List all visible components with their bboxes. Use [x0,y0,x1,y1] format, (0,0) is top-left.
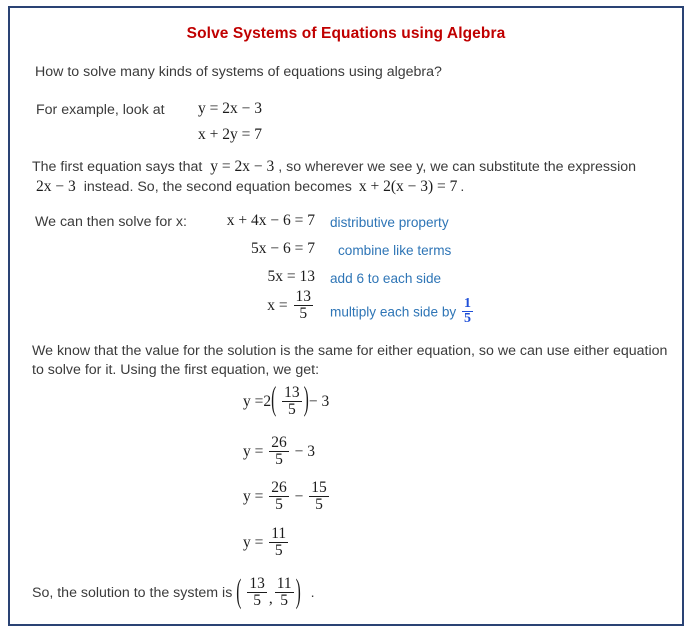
system-equation-1 [198,100,262,118]
substitution-math3: x + 2(x − 3) = 7 [358,178,458,195]
solution-x-fraction [247,576,267,609]
y-step-1-lhs: y = [243,392,264,410]
solve-step-2-note: combine like terms [338,243,452,258]
system-equation-2 [198,126,262,144]
y-step-1-fraction [282,385,302,418]
y-step-4-denominator: 5 [274,541,283,559]
substitution-part4: . [460,179,465,195]
solution-pair [236,574,304,611]
y-step-2-fraction [269,435,289,468]
y-step-3-numerator-2: 15 [311,479,327,496]
solution-x-numerator: 13 [249,575,265,592]
intro-question: How to solve many kinds of systems of equations using algebra? [35,64,442,80]
conclusion-line [32,574,315,611]
left-paren-icon: ( [271,381,277,419]
y-step-1-coefficient: 2 [263,392,272,410]
y-step-3-numerator-1: 26 [271,479,287,496]
conclusion-text: So, the solution to the system is [32,584,233,601]
substitution-math1: y = 2x − 3 [210,158,275,175]
solve-step-4-denominator: 5 [299,304,308,322]
page-title: Solve Systems of Equations using Algebra [186,25,506,42]
solve-step-3-equation-text: 5x = 13 [267,268,315,285]
solve-step-1-equation [15,212,315,230]
solve-step-4-equation [15,290,315,323]
y-step-1 [243,381,330,419]
example-lead: For example, look at [36,102,165,118]
solve-for-y-paragraph: We know that the value for the solution is the same for either equation, so we can use either equation to solve for it. Using the first equation, we get: [32,343,668,378]
solution-left-paren-icon: ( [236,574,242,611]
substitution-paragraph [32,157,678,197]
y-step-4 [243,527,290,560]
solve-step-4-fraction [294,289,314,322]
y-step-3-lhs: y = [243,487,264,505]
y-step-3-operator: − [294,487,304,505]
y-step-2 [243,436,315,469]
system-equation-2-text: x + 2y = 7 [198,126,262,143]
solve-step-4-note-denominator: 5 [463,311,471,327]
solve-step-2-equation [15,240,315,258]
solution-y-numerator: 11 [276,575,292,592]
solve-step-1-note: distributive property [330,215,449,230]
y-step-3-fraction-2 [309,480,329,513]
system-equation-1-text: y = 2x − 3 [198,100,262,117]
solve-for-x-lead: We can then solve for x: [35,214,187,230]
y-step-1-denominator: 5 [288,400,296,418]
solution-y-denominator: 5 [280,591,289,609]
solve-step-4-note [330,298,475,328]
substitution-part1: The first equation says that [32,159,203,175]
solve-step-4-numerator: 13 [295,288,311,305]
solve-step-3-equation [15,268,315,286]
solve-step-4-note-numerator: 1 [463,296,471,311]
substitution-part3: instead. So, the second equation becomes [83,179,352,195]
solve-step-4-lhs: x = [267,296,288,314]
y-step-2-numerator: 26 [271,434,287,451]
y-step-4-lhs: y = [243,533,264,551]
y-step-2-denominator: 5 [275,450,283,468]
y-step-2-tail: − 3 [294,442,315,460]
solve-step-4-note-fraction [462,297,473,327]
y-step-1-numerator: 13 [284,384,300,401]
y-step-4-fraction [269,526,288,559]
solution-x-denominator: 5 [253,591,261,609]
y-step-3 [243,481,331,514]
substitution-math2: 2x − 3 [36,178,76,195]
y-step-4-numerator: 11 [271,525,287,542]
solution-separator: , [268,589,273,607]
y-step-1-tail: − 3 [308,392,330,410]
solve-step-4-note-text: multiply each side by [330,304,457,320]
y-step-2-lhs: y = [243,442,264,460]
right-paren-icon: ) [303,381,309,419]
conclusion-period: . [310,584,315,601]
substitution-part2: , so wherever we see y, we can substitute the expression [278,159,637,175]
solve-step-1-equation-text: x + 4x − 6 = 7 [226,212,315,229]
solve-step-3-note: add 6 to each side [330,271,442,286]
y-step-3-denominator-2: 5 [315,495,323,513]
solve-step-2-equation-text: 5x − 6 = 7 [251,240,315,257]
solution-right-paren-icon: ) [295,574,301,611]
solution-y-fraction [275,576,294,609]
y-step-3-denominator-1: 5 [275,495,283,513]
content-frame [8,6,684,626]
y-step-3-fraction-1 [269,480,289,513]
